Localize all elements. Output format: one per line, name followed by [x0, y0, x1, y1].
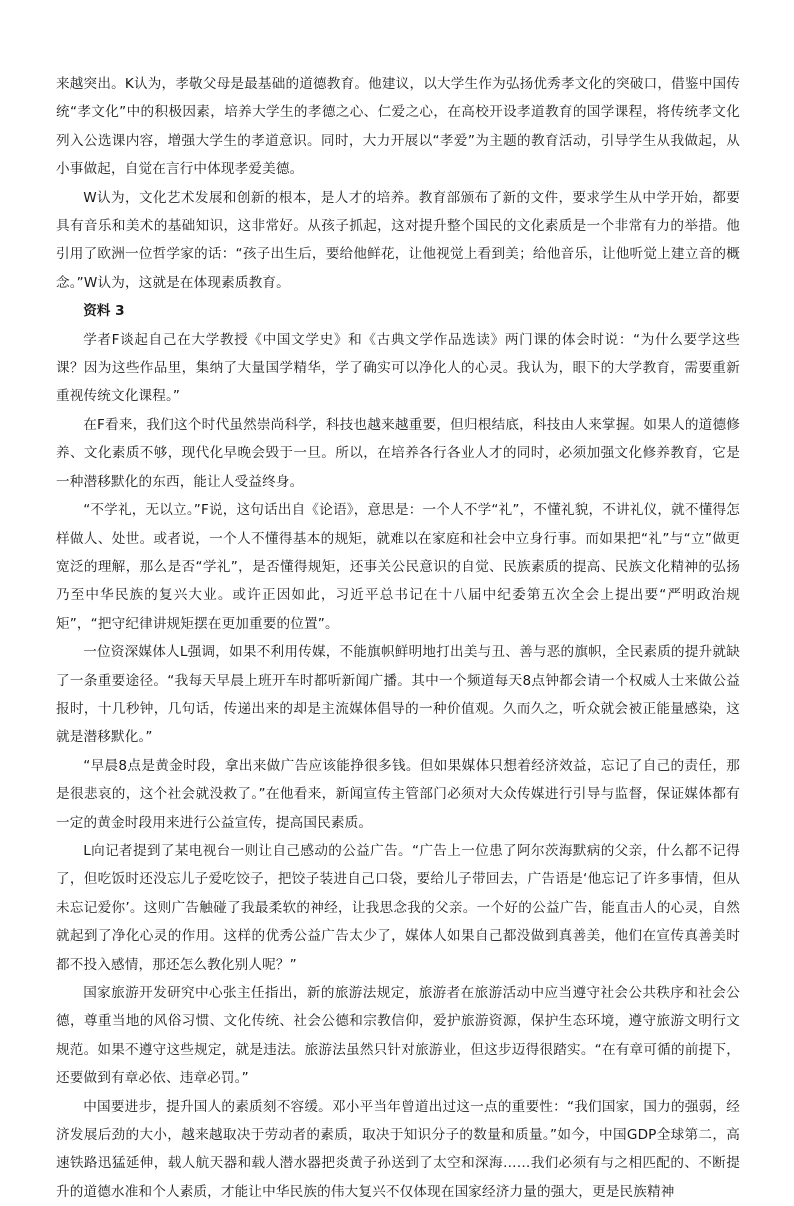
paragraph-10: 中国要进步，提升国人的素质刻不容缓。邓小平当年曾道出过这一点的重要性：“我们国家，国力的强弱，经济发展后劲的大小，越来越取决于劳动者的素质，取决于知识分子的数量和质量。”如今，中国GDP全球第二，高速铁路迅猛延伸，载人航天器和载人潜水器把炎黄子孙送到了太空和深海……我们必须有与之相匹配的、不断提升的道德水准和个人素质，才能让中华民族的伟大复兴不仅体现在国家经济力量的强大，更是民族精神: [56, 1098, 740, 1200]
paragraph-5: “不学礼，无以立。”F说，这句话出自《论语》，意思是：一个人不学“礼”，不懂礼貌，不讲礼仪，就不懂得怎样做人、处世。或者说，一个人不懂得基本的规矩，就难以在家庭和社会中立身行事。而如果把“礼”与“立”做更宽泛的理解，那么是否“学礼”，是否懂得规矩，还事关公民意识的自觉、民族素质的提高、民族文化精神的弘扬乃至中华民族的复兴大业。或许正因如此，习近平总书记在十八届中纪委第五次全会上提出要“严明政治规矩”，“把守纪律讲规矩摆在更加重要的位置”。: [56, 502, 740, 632]
paragraph-8: L向记者提到了某电视台一则让自己感动的公益广告。“广告上一位患了阿尔茨海默病的父亲，什么都不记得了，但吃饭时还没忘儿子爱吃饺子，把饺子装进自己口袋，要给儿子带回去，广告语是‘他忘记了许多事情，但从未忘记爱你’。这则广告触碰了我最柔软的神经，让我思念我的父亲。一个好的公益广告，能直击人的心灵，自然就起到了净化心灵的作用。这样的优秀公益广告太少了，媒体人如果自己都没做到真善美，他们在宣传真善美时都不投入感情，那还怎么教化别人呢？”: [56, 842, 740, 973]
paragraph-1: 来越突出。K认为，孝敬父母是最基础的道德教育。他建议，以大学生作为弘扬优秀孝文化的突破口，借鉴中国传统“孝文化”中的积极因素，培养大学生的孝德之心、仁爱之心，在高校开设孝道教育的国学课程，将传统孝文化列入公选课内容，增强大学生的孝道意识。同时，大力开展以“孝爱”为主题的教育活动，引导学生从我做起，从小事做起，自觉在言行中体现孝爱美德。: [56, 76, 740, 178]
paragraph-9: 国家旅游开发研究中心张主任指出，新的旅游法规定，旅游者在旅游活动中应当遵守社会公共秩序和社会公德，尊重当地的风俗习惯、文化传统、社会公德和宗教信仰，爱护旅游资源，保护生态环境，遵守旅游文明行文规范。如果不遵守这些规定，就是违法。旅游法虽然只针对旅游业，但这步迈得很踏实。“在有章可循的前提下，还要做到有章必依、违章必罚。”: [56, 985, 740, 1087]
paragraph-7: “早晨8点是黄金时段，拿出来做广告应该能挣很多钱。但如果媒体只想着经济效益，忘记了自己的责任，那是很悲哀的，这个社会就没救了。”在他看来，新闻宣传主管部门必须对大众传媒进行引导与监督，保证媒体都有一定的黄金时段用来进行公益宣传，提高国民素质。: [56, 757, 740, 831]
paragraph-2: W认为，文化艺术发展和创新的根本，是人才的培养。教育部颁布了新的文件，要求学生从中学开始，都要具有音乐和美术的基础知识，这非常好。从孩子抓起，这对提升整个国民的文化素质是一个非常有力的举措。他引用了欧洲一位哲学家的话：“孩子出生后，要给他鲜花，让他视觉上看到美；给他音乐，让他听觉上建立音的概念。”W认为，这就是在体现素质教育。: [56, 189, 740, 291]
section-heading-material-3: 资料 3: [83, 303, 125, 320]
paragraph-6: 一位资深媒体人L强调，如果不利用传媒，不能旗帜鲜明地打出美与丑、善与恶的旗帜，全民素质的提升就缺了一条重要途径。“我每天早晨上班开车时都听新闻广播。其中一个频道每天8点钟都会请一个权威人士来做公益报时，十几秒钟，几句话，传递出来的却是主流媒体倡导的一种价值观。久而久之，听众就会被正能量感染，这就是潜移默化。”: [56, 644, 740, 746]
paragraph-4: 在F看来，我们这个时代虽然崇尚科学，科技也越来越重要，但归根结底，科技由人来掌握。如果人的道德修养、文化素质不够，现代化早晚会毁于一旦。所以，在培养各行各业人才的同时，必须加强文化修养教育，它是一种潜移默化的东西，能让人受益终身。: [56, 416, 740, 490]
paragraph-3: 学者F谈起自己在大学教授《中国文学史》和《古典文学作品选读》两门课的体会时说：“为什么要学这些课？因为这些作品里，集纳了大量国学精华，学了确实可以净化人的心灵。我认为，眼下的大学教育，需要重新重视传统文化课程。”: [56, 331, 740, 405]
document-page: [56, 70, 740, 1206]
